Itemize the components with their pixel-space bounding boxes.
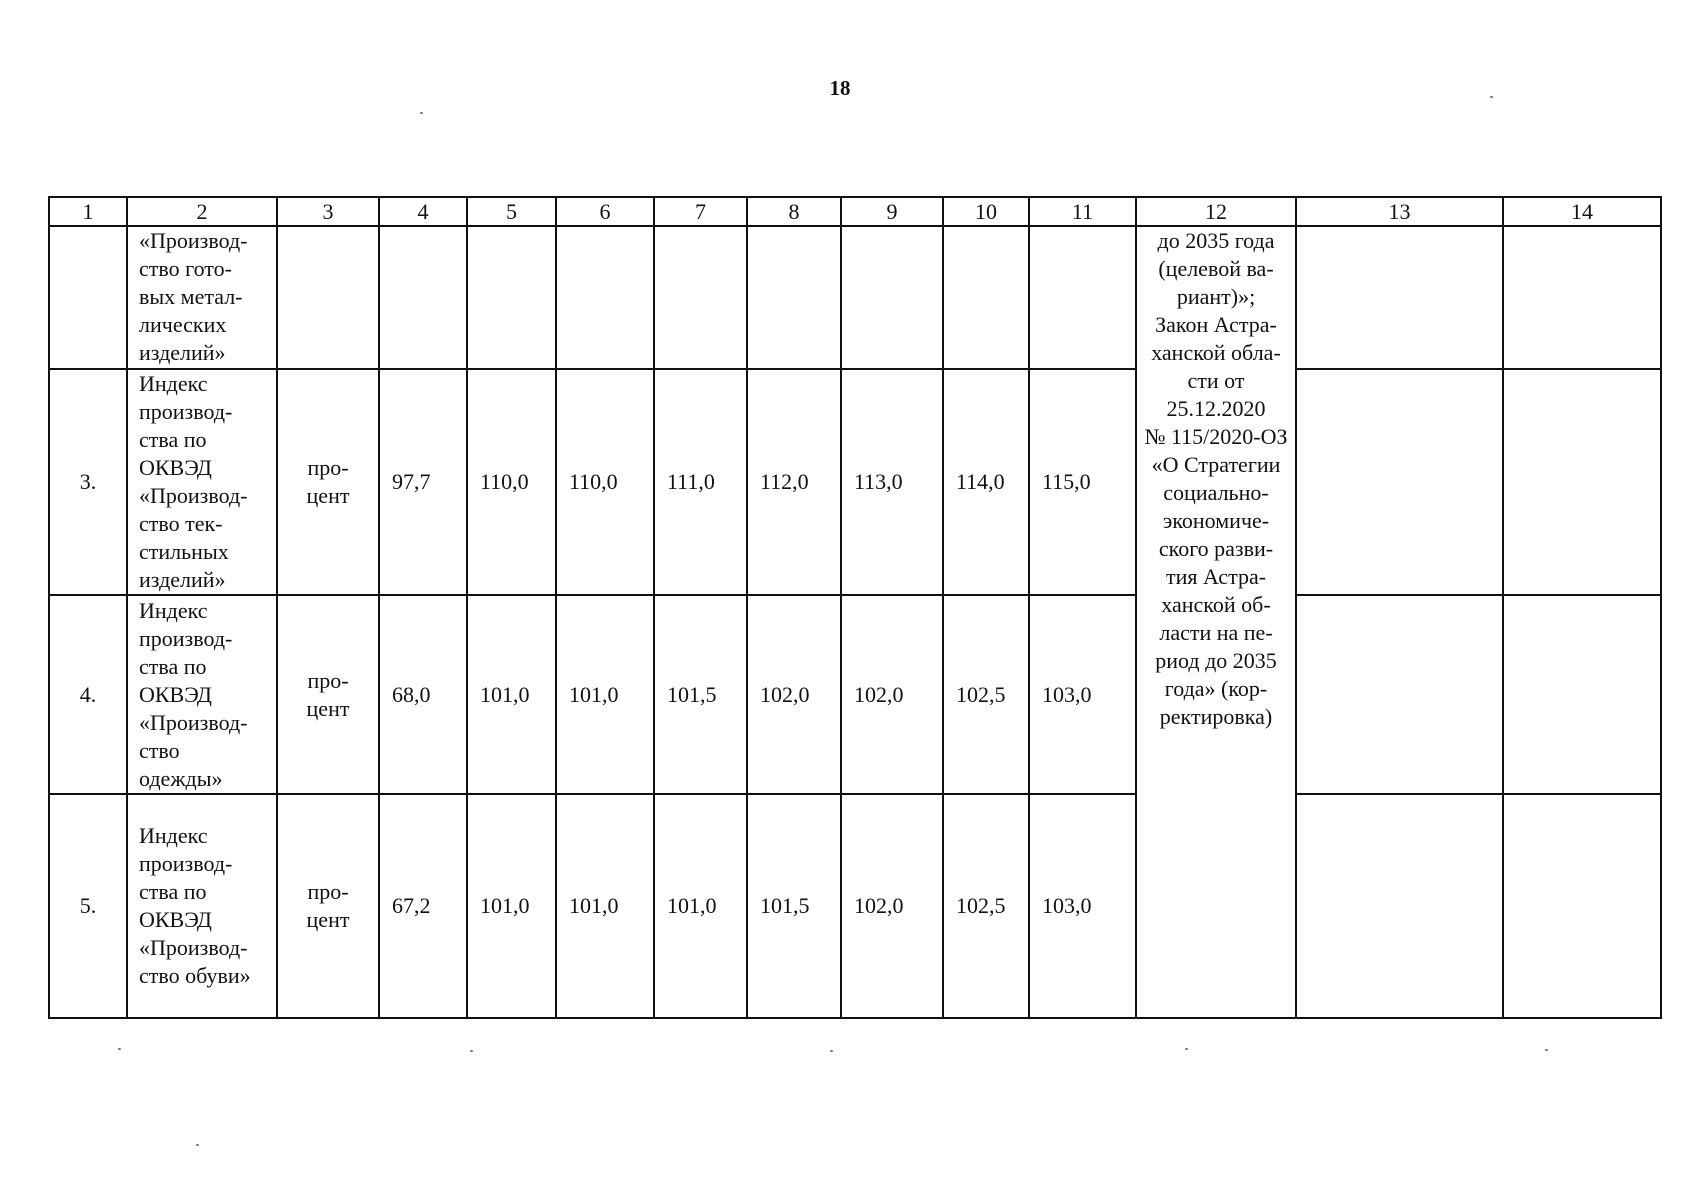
unit-cell: про- цент: [277, 369, 379, 595]
value-cell: 111,0: [654, 369, 747, 595]
value-cell: 68,0: [379, 595, 467, 794]
indicator-name: Индекс производ- ства по ОКВЭД «Производ- ство тек- стильных изделий»: [127, 369, 277, 595]
table-row: [49, 226, 1661, 369]
row-number: 5.: [49, 794, 127, 1018]
row-number: 4.: [49, 595, 127, 794]
col13-cell: [1296, 595, 1503, 794]
value-cell: [556, 226, 654, 369]
value-cell: 102,5: [943, 794, 1029, 1018]
column-number-header: 14: [1503, 197, 1661, 226]
column-number-header: 10: [943, 197, 1029, 226]
value-cell: 101,0: [556, 595, 654, 794]
column-number-header: 13: [1296, 197, 1503, 226]
scan-speck: [420, 112, 423, 114]
value-cell: 114,0: [943, 369, 1029, 595]
value-cell: 110,0: [556, 369, 654, 595]
unit-cell: про- цент: [277, 794, 379, 1018]
col14-cell: [1503, 794, 1661, 1018]
col13-cell: [1296, 369, 1503, 595]
table-row: [49, 595, 1661, 794]
source-document-cell: до 2035 года (целевой ва- риант)»; Закон Астра- ханской обла- сти от 25.12.2020 № 115/2020-ОЗ «О Стратегии социально- экономиче- ского разви- тия Астра- ханской об- ласти на пе- риод до 2035 года» (кор- ректировка): [1136, 226, 1296, 1018]
value-cell: 97,7: [379, 369, 467, 595]
value-cell: [1029, 226, 1136, 369]
row-number: 3.: [49, 369, 127, 595]
column-number-header: 5: [467, 197, 556, 226]
col13-cell: [1296, 226, 1503, 369]
scan-speck: [470, 1050, 473, 1052]
column-number-header: 8: [747, 197, 841, 226]
value-cell: 113,0: [841, 369, 943, 595]
value-cell: 101,0: [467, 794, 556, 1018]
col14-cell: [1503, 595, 1661, 794]
value-cell: 101,0: [467, 595, 556, 794]
value-cell: [467, 226, 556, 369]
column-number-header: 12: [1136, 197, 1296, 226]
column-number-header: 2: [127, 197, 277, 226]
value-cell: [379, 226, 467, 369]
scan-speck: [1545, 1049, 1548, 1051]
value-cell: 102,0: [841, 794, 943, 1018]
scan-speck: [196, 1144, 199, 1146]
indicator-name: Индекс производ- ства по ОКВЭД «Производ- ство обуви»: [127, 794, 277, 1018]
scan-speck: [1490, 96, 1493, 98]
value-cell: 103,0: [1029, 794, 1136, 1018]
page-number: 18: [829, 76, 851, 100]
value-cell: 102,0: [747, 595, 841, 794]
column-number-header: 6: [556, 197, 654, 226]
column-number-header: 1: [49, 197, 127, 226]
value-cell: 101,0: [654, 794, 747, 1018]
scan-speck: [830, 1050, 833, 1052]
table-row: [49, 369, 1661, 595]
row-number: [49, 226, 127, 369]
col14-cell: [1503, 226, 1661, 369]
value-cell: 101,5: [654, 595, 747, 794]
indicators-table: [48, 196, 1662, 1019]
unit-cell: [277, 226, 379, 369]
indicator-name: «Производ- ство гото- вых метал- лических изделий»: [127, 226, 277, 369]
value-cell: [841, 226, 943, 369]
value-cell: 102,5: [943, 595, 1029, 794]
col13-cell: [1296, 794, 1503, 1018]
column-number-header: 9: [841, 197, 943, 226]
value-cell: 101,0: [556, 794, 654, 1018]
column-number-header: 11: [1029, 197, 1136, 226]
column-number-row: [49, 197, 1661, 226]
column-number-header: 3: [277, 197, 379, 226]
value-cell: [654, 226, 747, 369]
col14-cell: [1503, 369, 1661, 595]
scan-speck: [1185, 1048, 1188, 1050]
value-cell: 112,0: [747, 369, 841, 595]
value-cell: 101,5: [747, 794, 841, 1018]
value-cell: 103,0: [1029, 595, 1136, 794]
value-cell: 110,0: [467, 369, 556, 595]
column-number-header: 7: [654, 197, 747, 226]
value-cell: 102,0: [841, 595, 943, 794]
unit-cell: про- цент: [277, 595, 379, 794]
scan-speck: [118, 1048, 121, 1050]
value-cell: 115,0: [1029, 369, 1136, 595]
value-cell: [943, 226, 1029, 369]
value-cell: [747, 226, 841, 369]
value-cell: 67,2: [379, 794, 467, 1018]
indicator-name: Индекс производ- ства по ОКВЭД «Производ- ство одежды»: [127, 595, 277, 794]
table-row: [49, 794, 1661, 1018]
column-number-header: 4: [379, 197, 467, 226]
